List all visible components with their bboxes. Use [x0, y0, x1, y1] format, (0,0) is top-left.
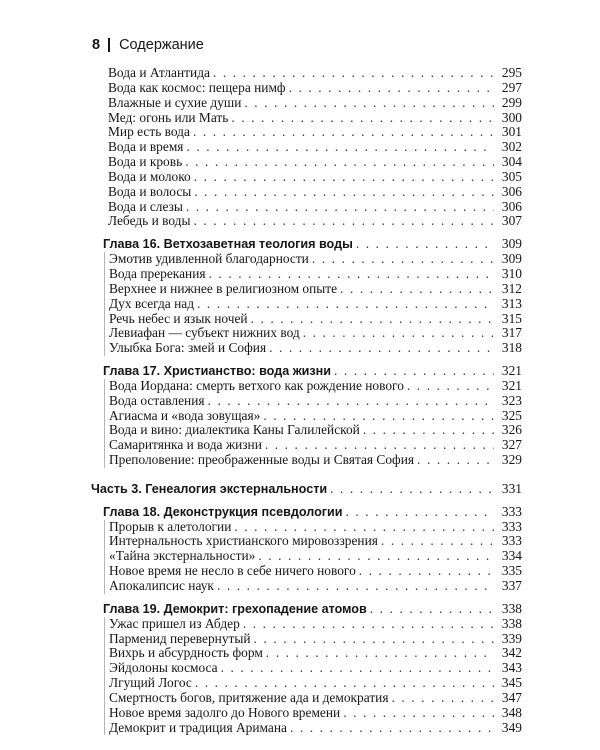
toc-entry[interactable]: Эмотив удивленной благодарности . . . 309: [105, 252, 522, 267]
toc-entry[interactable]: Вихрь и абсурдность форм . . . 342: [105, 646, 522, 661]
toc-entry[interactable]: Интернальность христианского мировоззрения . . . 333: [105, 534, 522, 549]
toc-chapter-19[interactable]: Глава 19. Демокрит: грехопадение атомов . . . 338: [91, 602, 522, 617]
header-title: Содержание: [119, 37, 204, 53]
toc-entry[interactable]: Вода и кровь . . . 304: [104, 155, 522, 170]
toc-entry[interactable]: Вода пререкания . . . 310: [105, 267, 522, 282]
toc-entry[interactable]: Лгущий Логос . . . 345: [105, 676, 522, 691]
toc-entry[interactable]: Вода и Атлантида . . . 295: [104, 66, 522, 81]
toc-chapter-18-items: [104, 520, 522, 594]
toc-entry[interactable]: Мед: огонь или Мать . . . 300: [104, 111, 522, 126]
toc-entry[interactable]: Вода как космос: пещера нимф . . . 297: [104, 81, 522, 96]
toc-continued-section: [104, 66, 522, 229]
toc-entry[interactable]: Верхнее и нижнее в религиозном опыте . . . 312: [105, 282, 522, 297]
toc-entry[interactable]: Дух всегда над . . . 313: [105, 297, 522, 312]
toc-chapter-19-items: [104, 617, 522, 736]
toc-entry[interactable]: Новое время задолго до Нового времени . . . 348: [105, 706, 522, 721]
toc-chapter-18[interactable]: Глава 18. Деконструкция псевдологии . . . 333: [91, 505, 522, 520]
toc-entry[interactable]: Парменид перевернутый . . . 339: [105, 632, 522, 647]
running-header: [92, 37, 204, 53]
toc-entry[interactable]: «Тайна экстернальности» . . . 334: [105, 549, 522, 564]
toc-entry[interactable]: Ужас пришел из Абдер . . . 338: [105, 617, 522, 632]
toc-entry[interactable]: Демокрит и традиция Аримана . . . 349: [105, 721, 522, 736]
toc-entry[interactable]: Вода и слезы . . . 306: [104, 200, 522, 215]
page-number: 8: [92, 37, 101, 53]
toc-chapter-16[interactable]: Глава 16. Ветхозаветная теология воды . . . 309: [91, 237, 522, 252]
toc-entry[interactable]: Апокалипсис наук . . . 337: [105, 579, 522, 594]
toc-entry[interactable]: Прорыв к алетологии . . . 333: [105, 520, 522, 535]
toc-entry[interactable]: Левиафан — субъект нижних вод . . . 317: [105, 326, 522, 341]
toc-entry[interactable]: Улыбка Бога: змей и София . . . 318: [105, 341, 522, 356]
toc-entry[interactable]: Смертность богов, притяжение ада и демократия . . . 347: [105, 691, 522, 706]
table-of-contents: [91, 66, 522, 735]
toc-entry[interactable]: Вода оставления . . . 323: [105, 394, 522, 409]
toc-entry[interactable]: Мир есть вода . . . 301: [104, 125, 522, 140]
toc-entry[interactable]: Влажные и сухие души . . . 299: [104, 96, 522, 111]
toc-entry[interactable]: Вода и молоко . . . 305: [104, 170, 522, 185]
toc-entry[interactable]: Вода и время . . . 302: [104, 140, 522, 155]
toc-entry[interactable]: Самаритянка и вода жизни . . . 327: [105, 438, 522, 453]
toc-chapter-16-items: [104, 252, 522, 356]
toc-entry[interactable]: Вода и волосы . . . 306: [104, 185, 522, 200]
toc-entry[interactable]: Преполовение: преображенные воды и Святая София . . . 329: [105, 453, 522, 468]
toc-entry[interactable]: Вода и вино: диалектика Каны Галилейской . . . 326: [105, 423, 522, 438]
toc-chapter-17[interactable]: Глава 17. Христианство: вода жизни . . . 321: [91, 364, 522, 379]
toc-entry[interactable]: Лебедь и воды . . . 307: [104, 214, 522, 229]
header-separator: [108, 38, 110, 52]
toc-entry[interactable]: Вода Иордана: смерть ветхого как рождение нового . . . 321: [105, 379, 522, 394]
toc-part-3[interactable]: Часть 3. Генеалогия экстернальности . . . 331: [91, 482, 522, 497]
toc-entry[interactable]: Новое время не несло в себе ничего нового . . . 335: [105, 564, 522, 579]
toc-chapter-17-items: [104, 379, 522, 468]
toc-entry[interactable]: Речь небес и язык ночей . . . 315: [105, 312, 522, 327]
toc-entry[interactable]: Агиасма и «вода зовущая» . . . 325: [105, 409, 522, 424]
toc-entry[interactable]: Эйдолоны космоса . . . 343: [105, 661, 522, 676]
